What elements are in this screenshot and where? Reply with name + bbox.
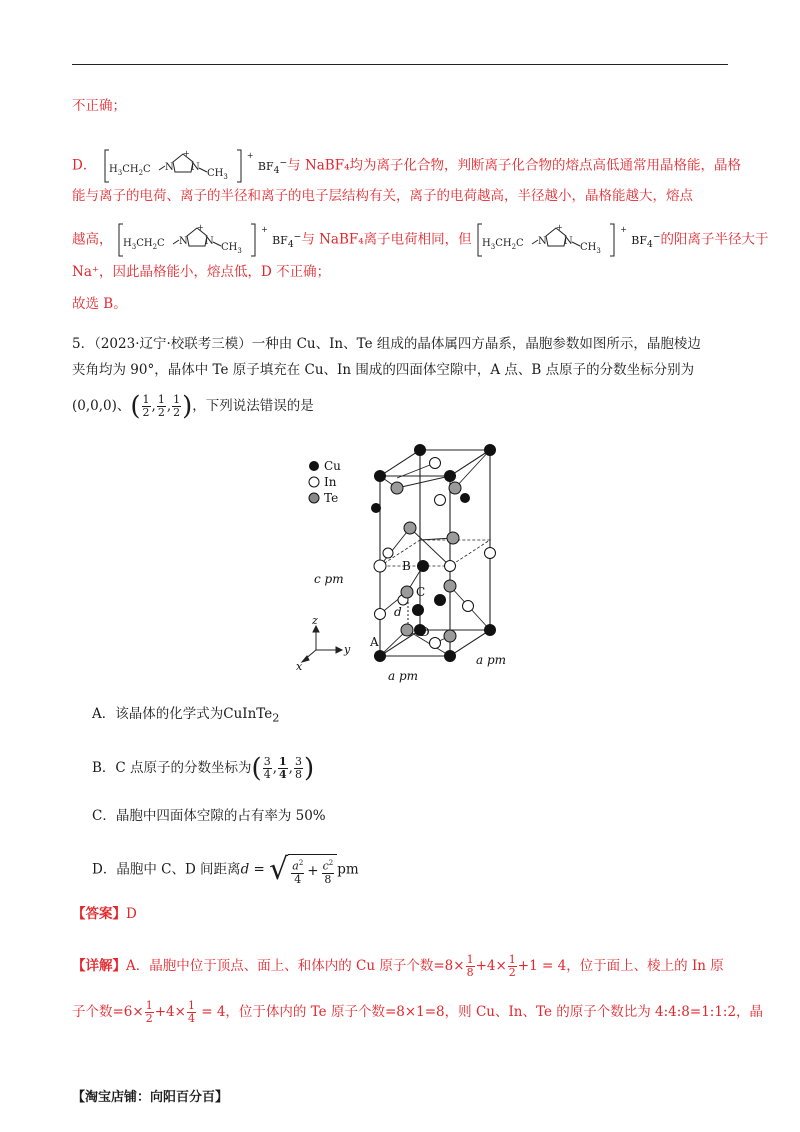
point-c: C: [416, 585, 426, 599]
coord-a: (0,0,0): [72, 398, 117, 414]
imidazolium-structure: [103, 146, 243, 186]
axis-y: y: [344, 643, 351, 656]
point-b: B: [402, 559, 411, 573]
label-a-right: a pm: [476, 653, 507, 667]
formula-cuinte2: CuInTe: [223, 706, 273, 722]
prev-line-1: 不正确；: [72, 98, 126, 114]
label-c-pm: c pm: [314, 572, 344, 586]
legend-cu-icon: [309, 461, 319, 471]
crystal-cell-figure: [290, 438, 520, 688]
svg-text:+: +: [182, 149, 190, 158]
svg-text:N: N: [178, 236, 188, 247]
axis-x: x: [296, 660, 303, 673]
legend-cu: Cu: [324, 459, 341, 473]
question-line-1: 5．（2023·辽宁·校联考三模）一种由 Cu、In、Te 组成的晶体属四方晶系，晶胞参数如图所示，晶胞棱边: [72, 336, 701, 352]
legend-in: In: [324, 475, 337, 489]
svg-text:CH3: $CH_3$: [220, 242, 242, 255]
axis-z: z: [312, 614, 318, 627]
prev-line-2: D． $H_3CH_2C$ N N + $CH_3$ + $BF_4^-$与 NaBF₄均为离子化合物，判断离子化合物的熔点高低通常用晶格能，晶格: [72, 146, 741, 186]
prev-line-2-text: 与 NaBF₄均为离子化合物，判断离子化合物的熔点高低通常用晶格能，晶格: [287, 157, 742, 174]
svg-text:CH3: $CH_3$: [579, 242, 601, 255]
question-line-2: 夹角均为 90°，晶体中 Te 原子填充在 Cu、In 围成的四面体空隙中，A 点、B 点原子的分数坐标分别为: [72, 362, 695, 378]
label-a-bottom: a pm: [388, 669, 419, 683]
explain-line-1: 【详解】A．晶胞中位于顶点、面上、和体内的 Cu 原子个数=8× $\frac{1}{8}$ +4× $\frac{1}{2}$ +1 = 4，位于面上、棱上的 In 原: [72, 953, 724, 979]
option-b: B．C 点原子的分数坐标为( $\frac{3}{4}$ , $\frac{1}{4}$ , $\frac{3}{8}$ ): [92, 753, 315, 784]
svg-text:+: +: [196, 223, 204, 232]
option-d: D．晶胞中 C、D 间距离d = √ $\frac{a^2}{4}$ + $\frac{c^2}{8}$ pm: [92, 851, 359, 887]
answer-label: 【答案】: [72, 906, 126, 922]
svg-text:N: N: [537, 236, 547, 247]
imidazolium-structure-3: [476, 220, 616, 260]
bf4-anion: $BF_4^-$: [257, 156, 288, 176]
svg-text:H3CH2C: $H_3CH_2C$: [122, 238, 165, 251]
prev-line-6: 故选 B。: [72, 296, 127, 312]
svg-text:H3CH2C: $H_3CH_2C$: [481, 238, 524, 251]
prev-line-3: 能与离子的电荷、离子的半径和离子的电子层结构有关，离子的电荷越高，半径越小，晶格能越大，熔点: [72, 188, 693, 204]
prev-line-5: Na⁺，因此晶格能小，熔点低，D 不正确；: [72, 264, 331, 280]
legend-te-icon: [309, 493, 319, 503]
footer-store: 【淘宝店铺：向阳百分百】: [72, 1090, 229, 1105]
prev-line-4: 越高， $H_3CH_2C$ N N + $CH_3$ + $BF_4^-$与 NaBF₄离子电荷相同，但 $H_3CH_2C$ N N + $CH_3$ + $BF_4^-$的阳离子半径大于: [72, 220, 769, 260]
answer-value: D: [126, 906, 137, 922]
svg-text:N: N: [563, 236, 573, 247]
imidazolium-structure-2: [117, 220, 257, 260]
svg-text:+: +: [555, 223, 563, 232]
header-rule: [72, 64, 728, 65]
question-line-3: (0,0,0)、( $\frac{1}{2}$ , $\frac{1}{2}$ , $\frac{1}{2}$ )，下列说法错误的是: [72, 391, 314, 422]
svg-text:N: N: [164, 162, 174, 173]
svg-text:N: N: [204, 236, 214, 247]
explain-line-2: 子个数=6× $\frac{1}{2}$ +4× $\frac{1}{4}$ = 4，位于体内的 Te 原子个数=8×1=8，则 Cu、In、Te 的原子个数比为 4:4:8=1:1:2，晶: [72, 999, 764, 1025]
point-a: A: [370, 635, 379, 649]
distance-d: d: [394, 605, 402, 619]
option-a: A．该晶体的化学式为CuInTe$_2$: [92, 706, 280, 725]
option-d-label: D．: [72, 157, 97, 174]
legend-te: Te: [324, 491, 339, 505]
option-c: C．晶胞中四面体空隙的占有率为 50%: [92, 808, 326, 824]
point-d: D: [420, 625, 430, 639]
legend-in-icon: [309, 477, 319, 487]
svg-text:N: N: [190, 162, 200, 173]
explain-label: 【详解】: [72, 958, 126, 974]
answer-line: [72, 904, 137, 924]
svg-text:H3CH2C: $H_3CH_2C$: [108, 164, 151, 177]
svg-text:CH3: $CH_3$: [206, 168, 228, 181]
